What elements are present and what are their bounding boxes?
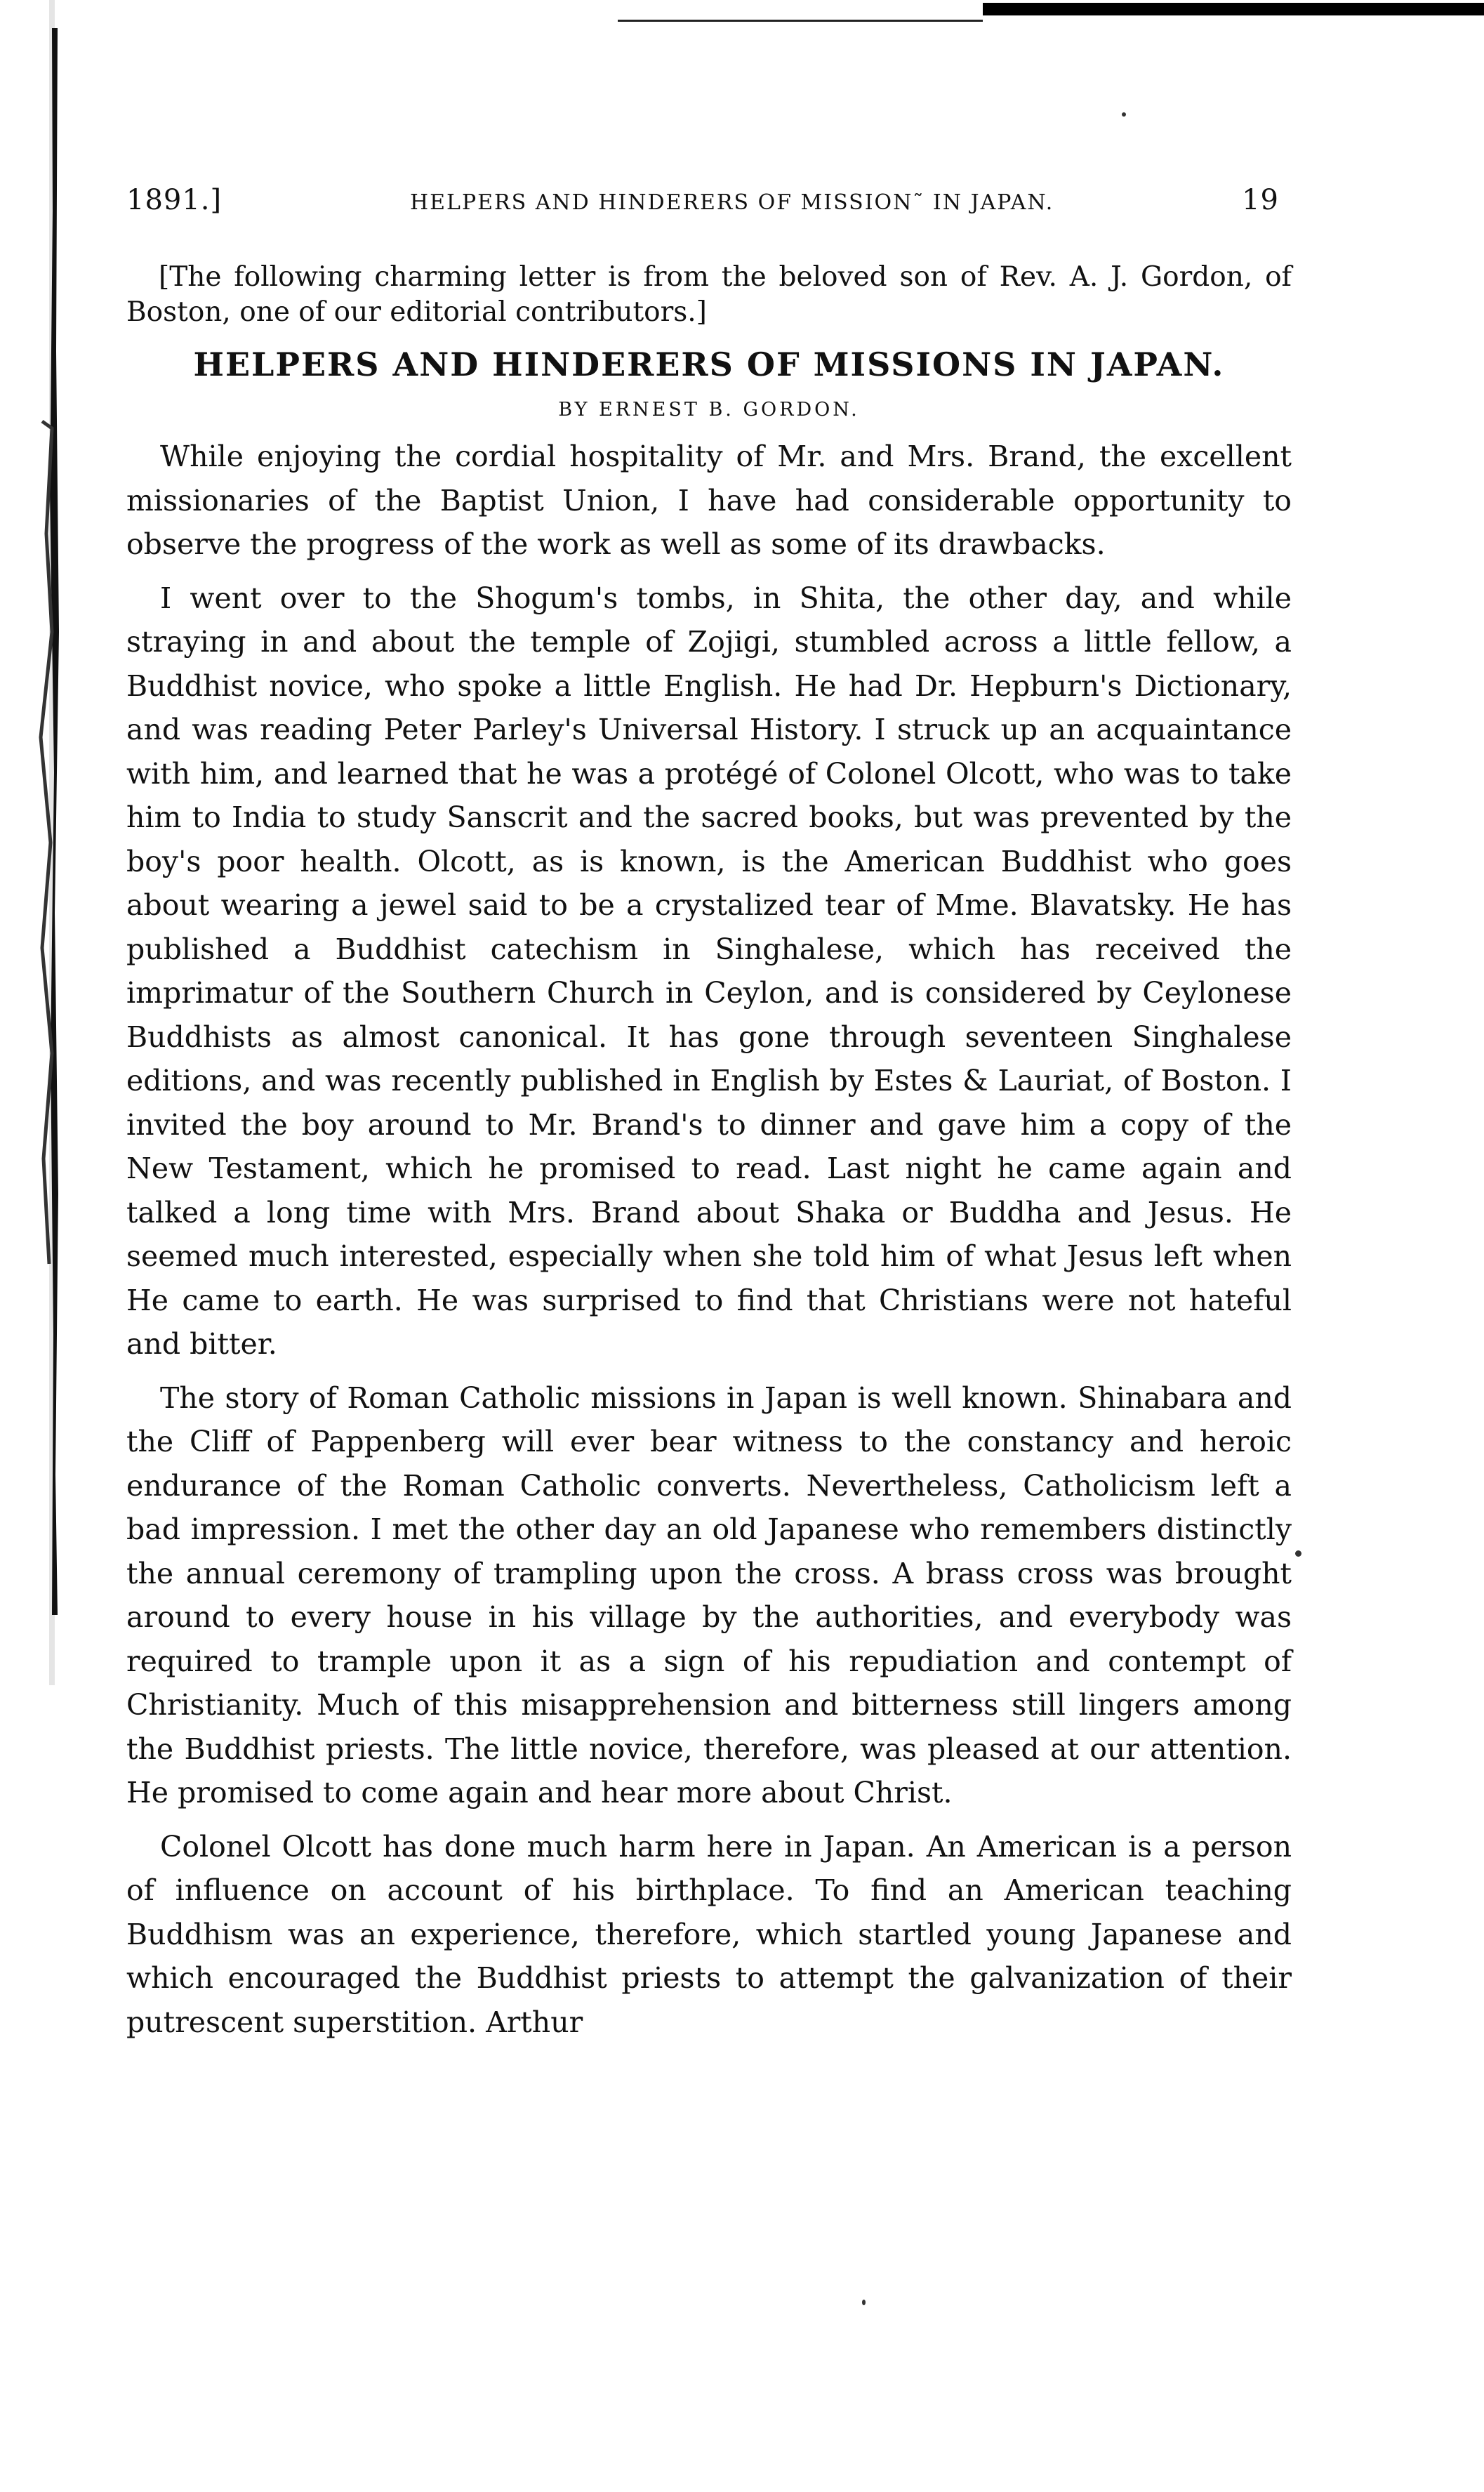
page-content: [126, 184, 1292, 2044]
article-byline: BY ERNEST B. GORDON.: [558, 399, 860, 421]
top-rule-thin: [618, 20, 983, 22]
article-paragraph: The story of Roman Catholic missions in Japan is well known. Shinabara and the Cliff of Pappenberg will ever bear witness to the constancy and heroic endurance of the Roman Catholic converts. Nevertheless, Catholicism left a bad impression. I met the other day an old Japanese who remembers distinctly the annual ceremony of trampling upon the cross. A brass cross was brought around to every house in his village by the authorities, and everybody was required to trample upon it as a sign of his repudiation and contempt of Christianity. Much of this misapprehension and bitterness still lingers among the Buddhist priests. The little novice, therefore, was pleased at our attention. He promised to come again and hear more about Christ.: [126, 1380, 1292, 1809]
article-paragraph: I went over to the Shogum's tombs, in Shita, the other day, and while straying in and about the temple of Zojigi, stumbled across a little fellow, a Buddhist novice, who spoke a little English. He had Dr. Hepburn's Dictionary, and was reading Peter Parley's Universal History. I struck up an acquaintance with him, and learned that he was a protégé of Colonel Olcott, who was to take him to India to study Sanscrit and the sacred books, but was prevented by the boy's poor health. Olcott, as is known, is the American Buddhist who goes about wearing a jewel said to be a crystalized tear of Mme. Blavatsky. He has published a Buddhist catechism in Singhalese, which has received the imprimatur of the Southern Church in Ceylon, and is considered by Ceylonese Buddhists as almost canonical. It has gone through seventeen Singhalese editions, and was recently published in English by Estes & Lauriat, of Boston. I invited the boy around to Mr. Brand's to dinner and gave him a copy of the New Testament, which he promised to read. Last night he came again and talked a long time with Mrs. Brand about Shaka or Buddha and Jesus. He seemed much interested, especially when she told him of what Jesus left when He came to earth. He was surprised to find that Christians were not hateful and bitter.: [126, 581, 1292, 1361]
binding-edge: [0, 0, 67, 1755]
top-rule-thick: [983, 3, 1484, 15]
article-paragraph: While enjoying the cordial hospitality of Mr. and Mrs. Brand, the excellent missionaries of the Baptist Union, I have had considerable opportunity to observe the progress of the work as well as some of its drawbacks.: [126, 440, 1292, 561]
top-scan-rule: [618, 0, 1390, 18]
header-running-title: HELPERS AND HINDERERS OF MISSION˜ IN JAPAN.: [409, 190, 1054, 215]
page-number: 19: [1242, 184, 1279, 216]
article-title: HELPERS AND HINDERERS OF MISSIONS IN JAPAN.: [193, 345, 1225, 383]
scan-dot: [1295, 1550, 1301, 1557]
scan-dot: [1122, 112, 1126, 117]
scan-dot: [862, 2300, 866, 2305]
editorial-note: [The following charming letter is from the beloved son of Rev. A. J. Gordon, of Boston, one of our editorial contributors.]: [126, 261, 1292, 328]
header-year: 1891.]: [126, 184, 223, 216]
running-header: [126, 184, 1292, 216]
article-paragraph: Colonel Olcott has done much harm here in Japan. An American is a person of influence on account of his birthplace. To find an American teaching Buddhism was an experience, therefore, which startled young Japanese and which encouraged the Buddhist priests to attempt the galvanization of their putrescent superstition. Arthur: [126, 1829, 1292, 2039]
